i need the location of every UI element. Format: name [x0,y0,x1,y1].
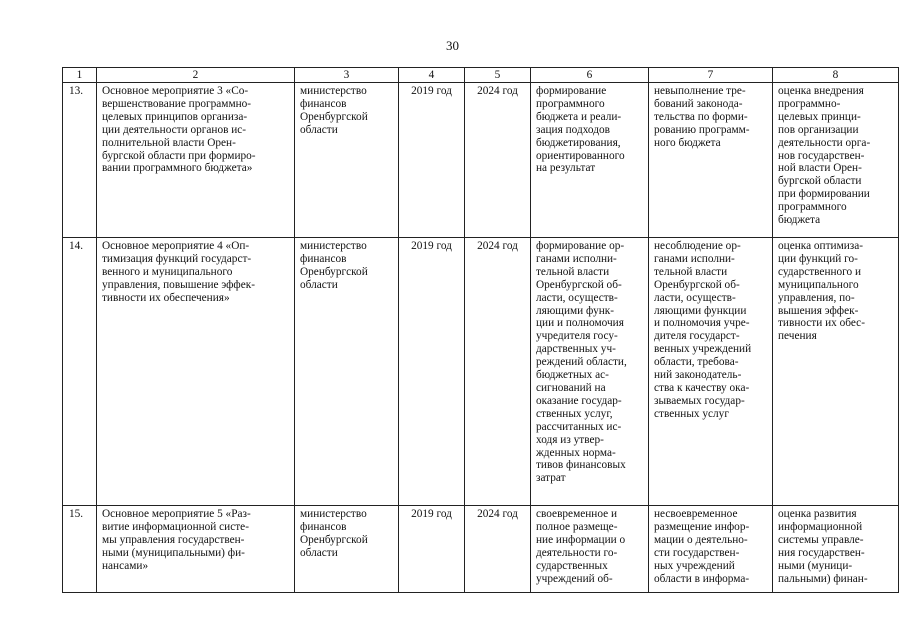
column-number-row [63,68,899,83]
column-number-cell: 7 [649,68,773,83]
expected-result-cell: формирование программного бюджета и реали- зация подходов бюджетирования, ориентированного на результат [531,83,649,238]
row-number-cell: 14. [63,238,97,506]
row-number-cell: 13. [63,83,97,238]
start-year-cell: 2019 год [399,83,465,238]
indicator-link-cell: оценка развития информационной системы управле- ния государствен- ными (муници- пальными) финан- [773,506,899,593]
table-row [63,506,899,593]
table-row [63,238,899,506]
row-number-cell: 15. [63,506,97,593]
executor-cell: министерство финансов Оренбургской области [295,238,399,506]
expected-result-cell: своевременное и полное размеще- ние информации о деятельности го- сударственных учреждений об- [531,506,649,593]
table-row [63,83,899,238]
end-year-cell: 2024 год [465,238,531,506]
end-year-cell: 2024 год [465,506,531,593]
column-number-cell: 6 [531,68,649,83]
consequences-cell: несоблюдение ор- ганами исполни- тельной власти Оренбургской об- ласти, осуществ- ляющими функции и полномочия учре- дителя государст- венных учреждений области, требова- ний законодатель- ства к качеству ока- зываемых государ- ственных услуг [649,238,773,506]
column-number-cell: 4 [399,68,465,83]
column-number-cell: 2 [97,68,295,83]
expected-result-cell: формирование ор- ганами исполни- тельной власти Оренбургской об- ласти, осуществ- ляющими функ- ции и полномочия учредителя госу- дарственных уч- реждений области, бюджетных ас- сигнований на оказание государ- ственных услуг, рассчитанных ис- ходя из утвер- жденных норма- тивов финансовых затрат [531,238,649,506]
column-number-cell: 3 [295,68,399,83]
executor-cell: министерство финансов Оренбургской области [295,506,399,593]
event-name-cell: Основное мероприятие 4 «Оп- тимизация функций государст- венного и муниципального управления, повышение эффек- тивности их обеспечения» [97,238,295,506]
event-name-cell: Основное мероприятие 5 «Раз- витие информационной систе- мы управления государствен- ными (муниципальными) фи- нансами» [97,506,295,593]
start-year-cell: 2019 год [399,506,465,593]
indicator-link-cell: оценка оптимиза- ции функций го- сударственного и муниципального управления, по- вышения эффек- тивности их обес- печения [773,238,899,506]
event-name-cell: Основное мероприятие 3 «Со- вершенствование программно- целевых принципов организа- ции деятельности органов ис- полнительной власти Орен- бургской области при формиро- вании программного бюджета» [97,83,295,238]
column-number-cell: 8 [773,68,899,83]
page-number: 30 [446,38,459,53]
start-year-cell: 2019 год [399,238,465,506]
column-number-cell: 5 [465,68,531,83]
consequences-cell: несвоевременное размещение инфор- мации о деятельно- сти государствен- ных учреждений области в информа- [649,506,773,593]
indicator-link-cell: оценка внедрения программно- целевых принци- пов организации деятельности орга- нов государствен- ной власти Орен- бургской области при формировании программного бюджета [773,83,899,238]
end-year-cell: 2024 год [465,83,531,238]
measures-table [62,67,899,593]
executor-cell: министерство финансов Оренбургской области [295,83,399,238]
consequences-cell: невыполнение тре- бований законода- тельства по форми- рованию программ- ного бюджета [649,83,773,238]
column-number-cell: 1 [63,68,97,83]
